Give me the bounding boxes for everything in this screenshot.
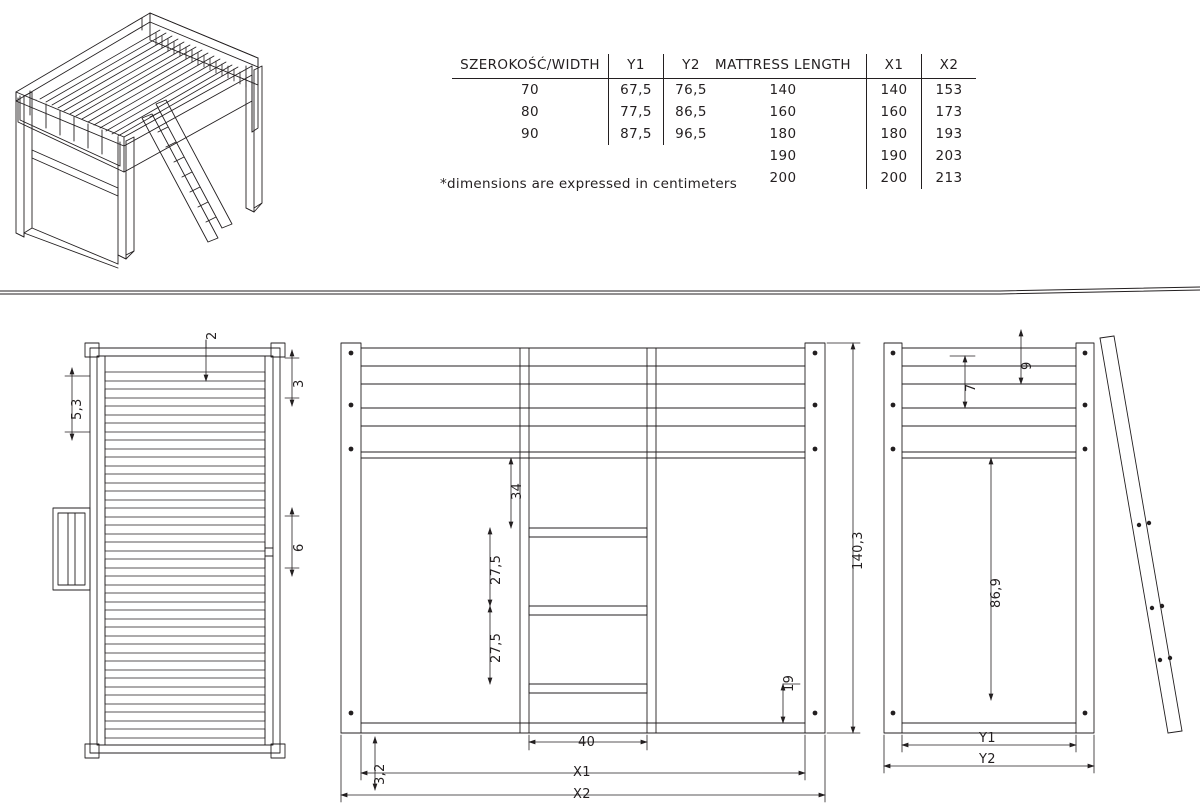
table-row [700,167,976,189]
x2-cell: 153 [922,79,977,102]
dim-front-275-upper: 27,5 [489,554,504,585]
dim-top-6: 6 [292,543,307,552]
dim-front-275-lower: 27,5 [489,632,504,663]
dim-side-y1: Y1 [979,731,996,746]
dim-front-32: 3,2 [373,763,388,785]
front-view [341,343,825,733]
dim-top-2: 2 [205,331,220,340]
table-row [700,79,976,102]
length-table-header-x1: X1 [867,54,922,79]
sheet-divider [0,287,1200,294]
x2-cell: 203 [922,145,977,167]
dim-front-34: 34 [510,482,525,500]
table-row [452,54,718,79]
x2-cell: 173 [922,101,977,123]
y1-cell: 77,5 [609,101,664,123]
width-table [452,54,718,145]
dim-side-7: 7 [964,383,979,392]
x1-cell: 200 [867,167,922,189]
top-view-dimensions [65,340,299,576]
x2-cell: 193 [922,123,977,145]
dim-front-40: 40 [578,735,596,750]
x1-cell: 160 [867,101,922,123]
dim-top-3: 3 [292,379,307,388]
x1-cell: 180 [867,123,922,145]
isometric-view [16,13,262,268]
dim-front-1403: 140,3 [851,531,866,570]
dim-front-x1: X1 [573,765,591,780]
side-view [884,336,1182,733]
table-row [700,123,976,145]
y2-cell: 86,5 [664,101,719,123]
table-row [700,145,976,167]
units-note: *dimensions are expressed in centimeters [440,176,738,192]
length-cell: 180 [769,126,797,142]
table-row [700,54,976,79]
width-table-header-y1: Y1 [609,54,664,79]
table-row [452,79,718,102]
x2-cell: 213 [922,167,977,189]
y2-cell: 96,5 [664,123,719,145]
x1-cell: 140 [867,79,922,102]
dim-front-x2: X2 [573,787,591,802]
length-cell: 160 [769,104,797,120]
width-cell: 90 [521,126,539,142]
y2-cell: 76,5 [664,79,719,102]
dim-side-y2: Y2 [979,752,996,767]
table-row [452,101,718,123]
top-view [53,343,285,758]
table-row [452,123,718,145]
table-row [700,101,976,123]
mattress-length-table [700,54,976,189]
width-cell: 70 [521,82,539,98]
width-cell: 80 [521,104,539,120]
length-table-header-name: MATTRESS LENGTH [700,54,867,79]
dim-front-19: 19 [782,674,797,692]
length-cell: 190 [769,148,797,164]
y1-cell: 87,5 [609,123,664,145]
dim-side-9: 9 [1020,361,1035,370]
side-view-dimensions [884,330,1094,773]
length-table-header-x2: X2 [922,54,977,79]
width-table-header-y2: Y2 [664,54,719,79]
length-cell: 200 [769,170,797,186]
length-cell: 140 [769,82,797,98]
dim-side-869: 86,9 [989,577,1004,608]
x1-cell: 190 [867,145,922,167]
y1-cell: 67,5 [609,79,664,102]
dim-top-53: 5,3 [70,398,85,420]
width-table-header-name: SZEROKOŚĆ/WIDTH [452,54,609,79]
